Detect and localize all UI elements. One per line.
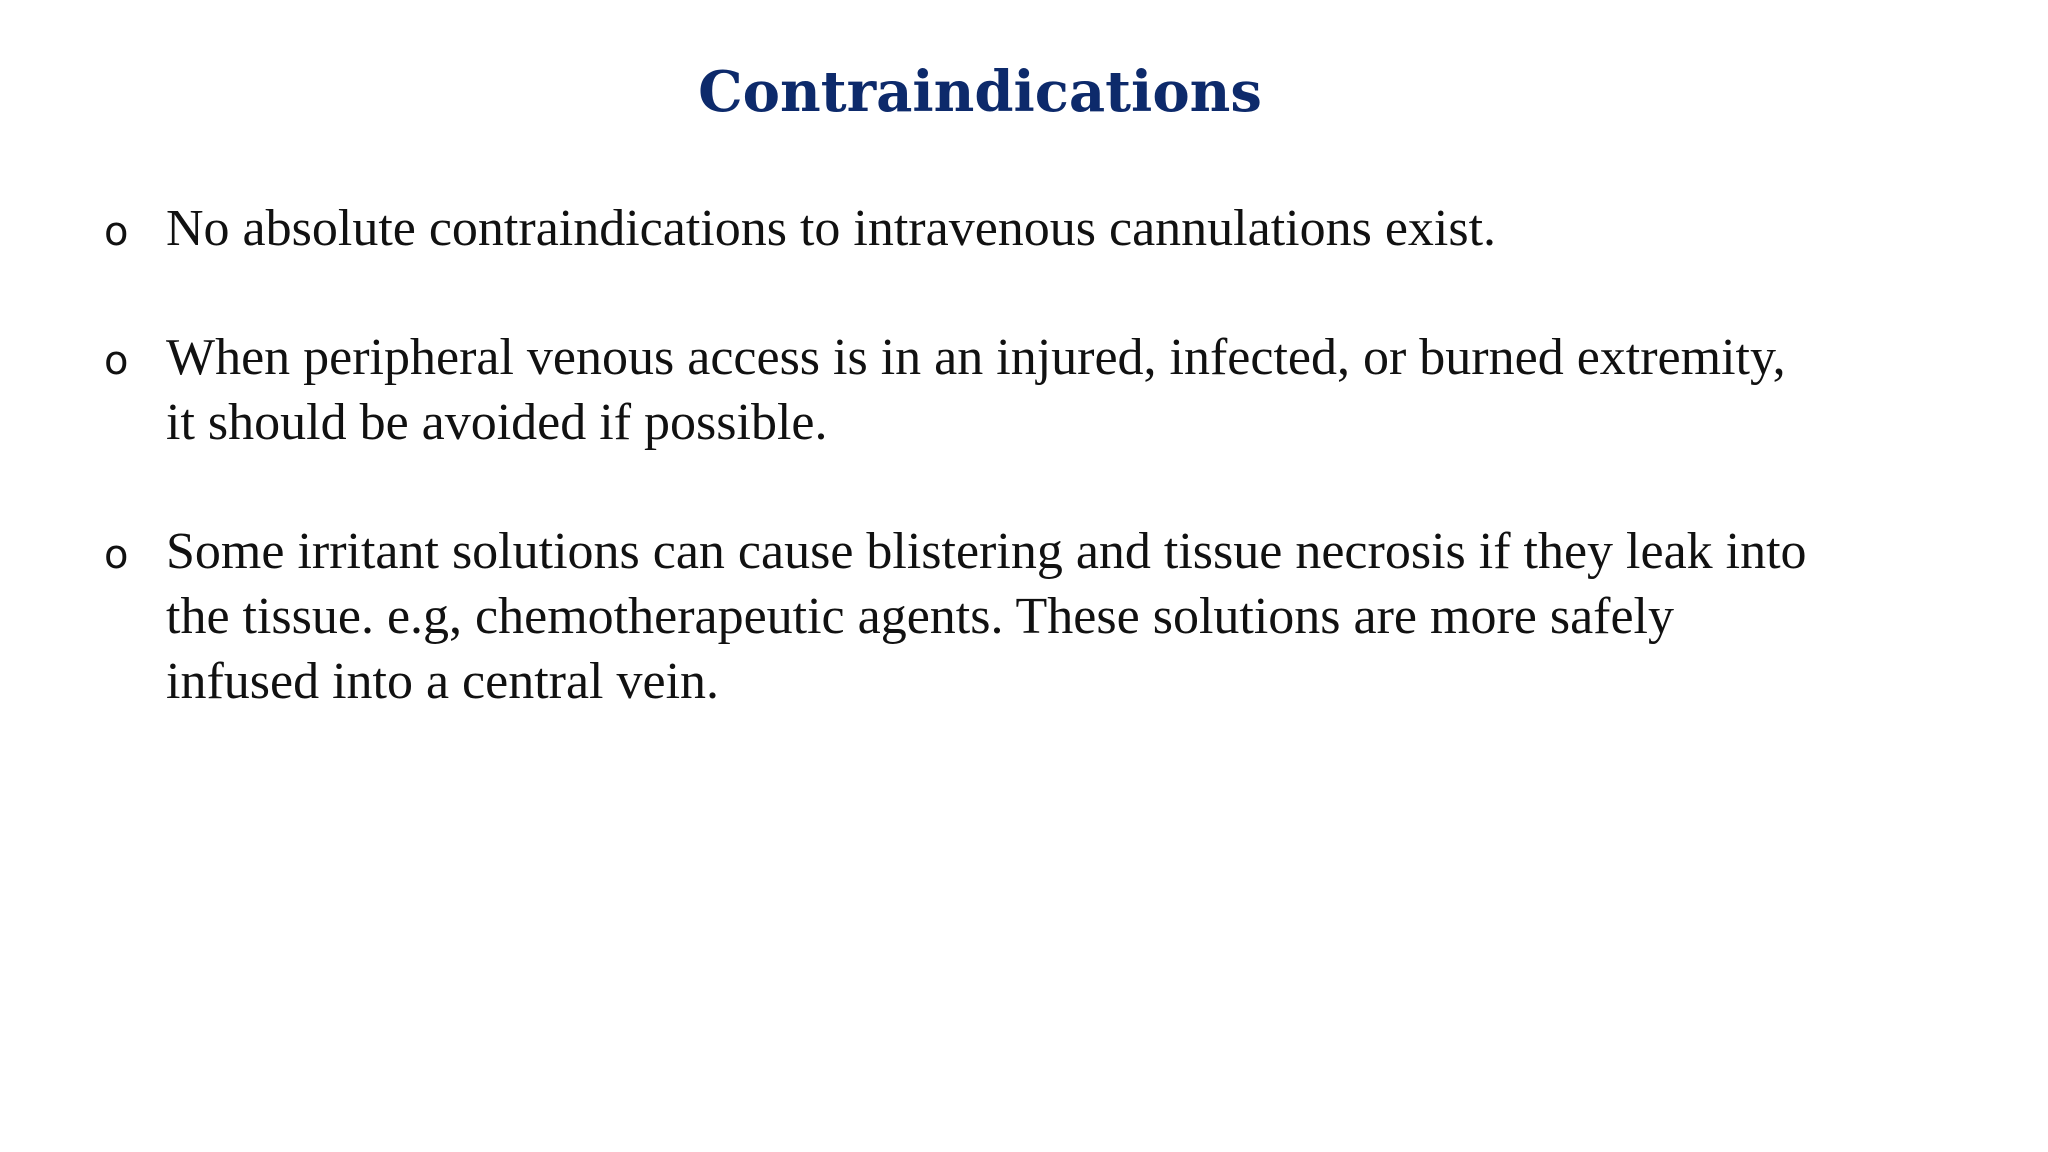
bullet-text: When peripheral venous access is in an injured, infected, or burned extremity, it should be avoided if possible. [166,329,1786,451]
bullet-list [104,196,1824,778]
bullet-text: No absolute contraindications to intravenous cannulations exist. [166,200,1497,257]
hollow-circle-bullet-icon: o [104,209,129,255]
bullet-item [104,519,1824,714]
slide-title: Contraindications [698,59,1262,125]
hollow-circle-bullet-icon: o [104,338,129,384]
bullet-item [104,196,1824,261]
bullet-text: Some irritant solutions can cause blistering and tissue necrosis if they leak into the tissue. e.g, chemotherapeutic agents. These solutions are more safely infused into a central vein. [166,523,1807,710]
bullet-item [104,325,1824,455]
hollow-circle-bullet-icon: o [104,532,129,578]
